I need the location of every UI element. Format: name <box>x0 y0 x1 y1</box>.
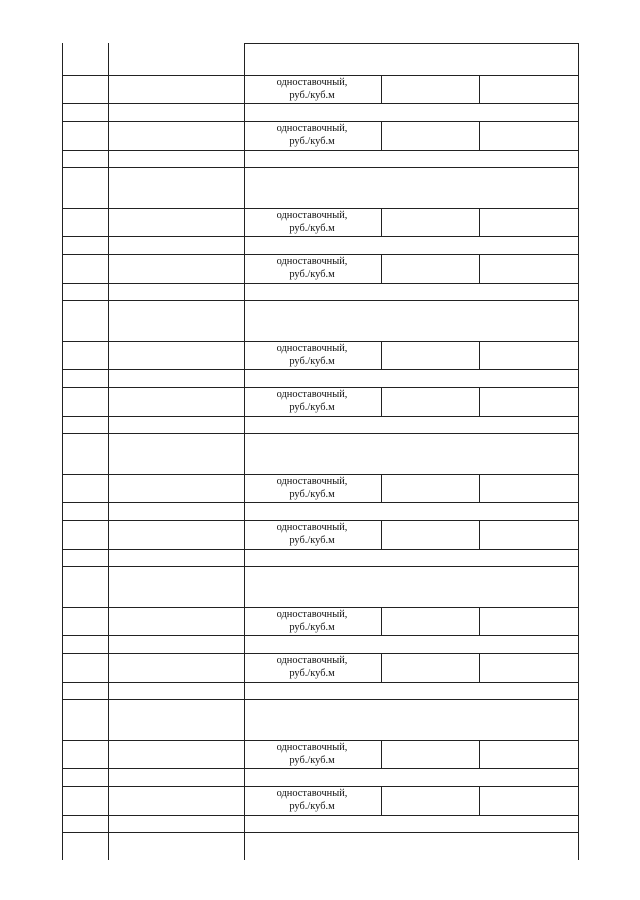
rate-label <box>244 521 380 547</box>
rate-divider <box>479 740 480 768</box>
rate-label <box>244 122 380 148</box>
rate-label <box>244 475 380 501</box>
rate-label-line: одноставочный, <box>276 655 348 666</box>
rate-divider <box>479 520 480 549</box>
rate-label-line: одноставочный, <box>276 522 348 533</box>
period-heading <box>244 416 578 433</box>
rate-label-line: одноставочный, <box>276 609 348 620</box>
rate-divider <box>381 341 382 369</box>
rate-label-line: руб./куб.м <box>289 90 335 101</box>
row-separator <box>62 832 578 833</box>
rate-label-line: руб./куб.м <box>289 223 335 234</box>
rate-value <box>381 387 479 416</box>
row-number <box>62 607 108 635</box>
table-border-right <box>578 43 579 860</box>
rate-label <box>244 342 380 368</box>
row-separator <box>62 167 578 168</box>
rate-label <box>244 255 380 281</box>
rate-value <box>381 121 479 150</box>
rate-label <box>244 388 380 414</box>
rate-divider <box>381 474 382 502</box>
rate-divider <box>479 387 480 416</box>
row-number <box>62 740 108 768</box>
rate-label-line: руб./куб.м <box>289 356 335 367</box>
rate-divider <box>479 121 480 150</box>
rate-divider <box>479 75 480 103</box>
period-heading <box>244 549 578 566</box>
row-number <box>62 474 108 502</box>
rate-label <box>244 76 380 102</box>
row-number <box>62 653 108 682</box>
row-number <box>62 433 108 474</box>
row-number <box>62 635 108 653</box>
rate-label-line: руб./куб.м <box>289 489 335 500</box>
row-number <box>62 254 108 283</box>
rate-label-line: одноставочный, <box>276 742 348 753</box>
row-number <box>62 167 108 208</box>
tariff-consumers-heading <box>244 103 578 121</box>
rate-label-line: одноставочный, <box>276 123 348 134</box>
rate-label <box>244 787 380 813</box>
rate-label-line: одноставочный, <box>276 210 348 221</box>
period-heading <box>244 682 578 699</box>
rate-label-line: руб./куб.м <box>289 136 335 147</box>
row-separator <box>62 300 578 301</box>
row-number <box>62 208 108 236</box>
table-border-num-right <box>108 43 109 860</box>
rate-label-line: одноставочный, <box>276 389 348 400</box>
row-separator <box>62 433 578 434</box>
rate-label-line: руб./куб.м <box>289 668 335 679</box>
row-separator <box>62 699 578 700</box>
period-heading <box>244 815 578 832</box>
row-number <box>62 103 108 121</box>
rate-label-line: руб./куб.м <box>289 269 335 280</box>
rate-value <box>381 653 479 682</box>
row-number <box>62 387 108 416</box>
row-number <box>62 502 108 520</box>
rate-label <box>244 654 380 680</box>
rate-divider <box>479 607 480 635</box>
rate-label-line: руб./куб.м <box>289 801 335 812</box>
row-separator <box>62 566 578 567</box>
row-number <box>62 520 108 549</box>
row-number <box>62 236 108 254</box>
rate-divider <box>479 254 480 283</box>
table-top-line <box>244 43 578 44</box>
row-number <box>62 300 108 341</box>
row-number <box>62 768 108 786</box>
rate-divider <box>479 786 480 815</box>
tariff-consumers-heading <box>244 768 578 786</box>
rate-label-line: одноставочный, <box>276 476 348 487</box>
row-number <box>62 832 108 860</box>
row-number <box>62 699 108 740</box>
period-heading <box>244 150 578 167</box>
row-number <box>62 75 108 103</box>
rate-label-line: руб./куб.м <box>289 622 335 633</box>
rate-label-line: руб./куб.м <box>289 535 335 546</box>
row-number <box>62 786 108 815</box>
row-number <box>62 566 108 607</box>
rate-value <box>381 254 479 283</box>
tariff-consumers-heading <box>244 236 578 254</box>
rate-divider <box>479 341 480 369</box>
rate-label-line: одноставочный, <box>276 256 348 267</box>
rate-divider <box>381 208 382 236</box>
tariff-consumers-heading <box>244 369 578 387</box>
row-number <box>62 341 108 369</box>
rate-divider <box>479 653 480 682</box>
rate-divider <box>381 75 382 103</box>
rate-label-line: руб./куб.м <box>289 402 335 413</box>
rate-label-line: одноставочный, <box>276 343 348 354</box>
rate-divider <box>381 740 382 768</box>
rate-divider <box>381 607 382 635</box>
rate-label-line: руб./куб.м <box>289 755 335 766</box>
row-number <box>62 121 108 150</box>
rate-label-line: одноставочный, <box>276 77 348 88</box>
rate-label-line: одноставочный, <box>276 788 348 799</box>
rate-value <box>381 520 479 549</box>
rate-label <box>244 209 380 235</box>
tariff-consumers-heading <box>244 502 578 520</box>
tariff-consumers-heading <box>244 635 578 653</box>
rate-value <box>381 786 479 815</box>
rate-label <box>244 608 380 634</box>
rate-label <box>244 741 380 767</box>
row-number <box>62 369 108 387</box>
rate-divider <box>479 474 480 502</box>
rate-divider <box>479 208 480 236</box>
period-heading <box>244 283 578 300</box>
